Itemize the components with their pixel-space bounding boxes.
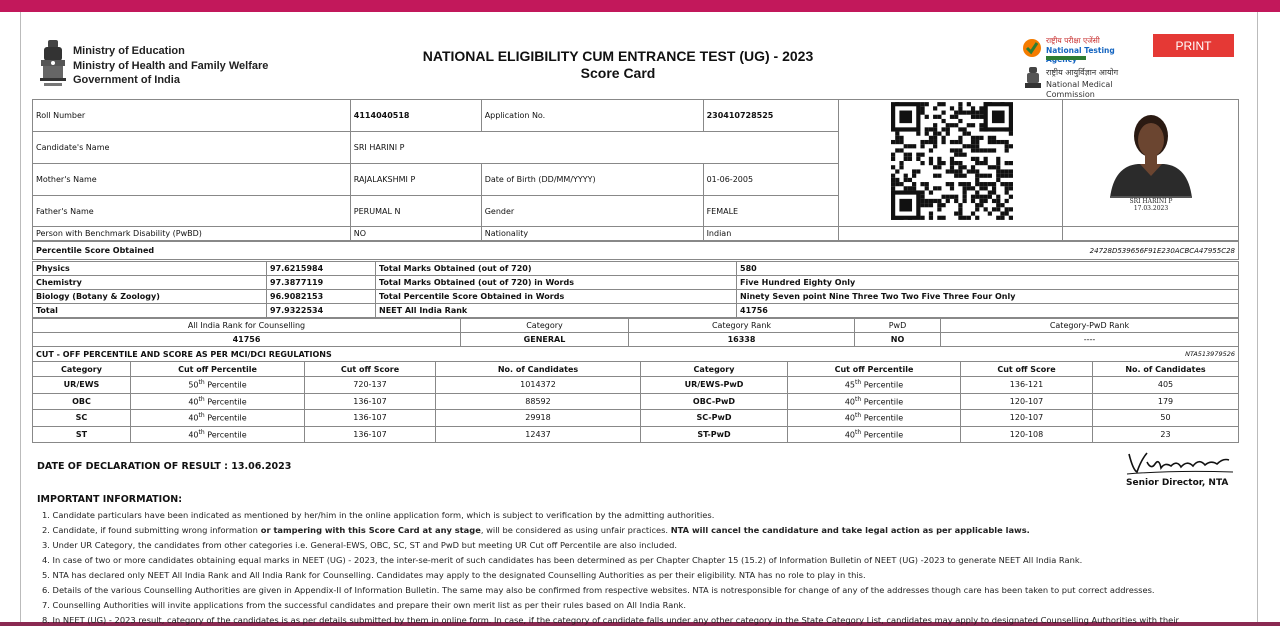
cutoff-percentile: 40th Percentile	[131, 410, 305, 427]
cutoff-header: No. of Candidates	[436, 362, 641, 377]
empty-cell	[839, 227, 1063, 241]
ministry-line: Ministry of Education	[73, 45, 185, 57]
score-table	[32, 261, 1239, 318]
cutoff-header: No. of Candidates	[1093, 362, 1239, 377]
cutoff-percentile: 40th Percentile	[131, 393, 305, 410]
score-value: Five Hundred Eighty Only	[737, 276, 1239, 290]
cutoff-score: 136-107	[305, 393, 436, 410]
cutoff-percentile-pwd: 40th Percentile	[788, 426, 961, 443]
subject-percentile: 96.9082153	[267, 290, 376, 304]
nta-check-icon	[1022, 38, 1042, 58]
list-item	[42, 523, 1242, 538]
cutoff-percentile-pwd: 40th Percentile	[788, 410, 961, 427]
ministry-block	[73, 44, 268, 88]
mother-label: Mother's Name	[33, 164, 351, 196]
table-row	[33, 347, 1239, 362]
table-row	[33, 393, 1239, 410]
national-emblem-icon	[38, 38, 68, 90]
item-bold: NTA will cancel the candidature and take legal action as per applicable laws.	[670, 525, 1030, 535]
cutoff-score: 720-137	[305, 377, 436, 394]
score-label: NEET All India Rank	[376, 304, 737, 318]
cutoff-candidates: 1014372	[436, 377, 641, 394]
cutoff-score-pwd: 120-107	[961, 393, 1093, 410]
roll-value: 4114040518	[350, 100, 481, 132]
cutoff-category: OBC	[33, 393, 131, 410]
declaration-date: DATE OF DECLARATION OF RESULT : 13.06.2023	[37, 461, 292, 472]
application-label: Application No.	[481, 100, 703, 132]
score-heading-table	[32, 241, 1239, 260]
roll-label: Roll Number	[33, 100, 351, 132]
cutoff-heading: CUT - OFF PERCENTILE AND SCORE AS PER MCI/DCI REGULATIONS	[33, 347, 1049, 362]
cutoff-header: Cut off Score	[305, 362, 436, 377]
score-hash: 24728D539656F91E230ACBCA47955C28	[576, 242, 1238, 260]
table-row	[33, 100, 1239, 132]
cutoff-category-pwd: OBC-PwD	[641, 393, 788, 410]
score-value: Ninety Seven point Nine Three Two Two Five Three Four Only	[737, 290, 1239, 304]
rank-value: NO	[855, 333, 941, 347]
subject-name: Chemistry	[33, 276, 267, 290]
subject-percentile: 97.6215984	[267, 262, 376, 276]
cutoff-score-pwd: 120-107	[961, 410, 1093, 427]
nta-english-text: National Testing	[1046, 46, 1115, 55]
cutoff-candidates-pwd: 50	[1093, 410, 1239, 427]
dob-label: Date of Birth (DD/MM/YYYY)	[481, 164, 703, 196]
rank-header: All India Rank for Counselling	[33, 319, 461, 333]
title-line: NATIONAL ELIGIBILITY CUM ENTRANCE TEST (UG) - 2023	[422, 48, 814, 64]
top-accent-bar	[0, 0, 1280, 12]
table-row	[33, 319, 1239, 333]
nationality-label: Nationality	[481, 227, 703, 241]
list-item: 3. Under UR Category, the candidates from other categories i.e. General-EWS, OBC, SC, ST and PwD but meeting UR Cut off Percentile are also included.	[42, 540, 677, 550]
table-row	[33, 276, 1239, 290]
cutoff-percentile: 40th Percentile	[131, 426, 305, 443]
cutoff-score-pwd: 136-121	[961, 377, 1093, 394]
table-row	[33, 362, 1239, 377]
cutoff-candidates: 12437	[436, 426, 641, 443]
rank-value: 16338	[629, 333, 855, 347]
candidate-details-table	[32, 99, 1239, 241]
nta-logo	[1022, 36, 1147, 64]
subject-name: Physics	[33, 262, 267, 276]
name-label: Candidate's Name	[33, 132, 351, 164]
title-subline: Score Card	[580, 65, 656, 81]
score-label: Total Marks Obtained (out of 720)	[376, 262, 737, 276]
cutoff-score: 136-107	[305, 426, 436, 443]
cutoff-percentile-pwd: 45th Percentile	[788, 377, 961, 394]
subject-percentile: 97.3877119	[267, 276, 376, 290]
ministry-line: Ministry of Health and Family Welfare	[73, 59, 269, 72]
list-item: 1. Candidate particulars have been indicated as mentioned by her/him in the online application form, which is subject to verification by the admitting authorities.	[42, 510, 715, 520]
cutoff-category-pwd: ST-PwD	[641, 426, 788, 443]
cutoff-candidates: 29918	[436, 410, 641, 427]
score-label: Total Percentile Score Obtained in Words	[376, 290, 737, 304]
table-row	[33, 242, 1239, 260]
list-item: 4. In case of two or more candidates obtaining equal marks in NEET (UG) - 2023, the inter-se-merit of such candidates has been determined as per Chapter Chapter 15 (15.2) of Information Bulletin of NEET (UG) -2023 to generate NEET All India Rank.	[42, 555, 1083, 565]
table-row	[33, 262, 1239, 276]
cutoff-category: UR/EWS	[33, 377, 131, 394]
cutoff-category: ST	[33, 426, 131, 443]
cutoff-category: SC	[33, 410, 131, 427]
photo-date: 17.03.2023	[1133, 205, 1169, 212]
signature-image	[1125, 450, 1235, 478]
cutoff-candidates-pwd: 179	[1093, 393, 1239, 410]
list-item: 5. NTA has declared only NEET All India Rank and All India Rank for Counselling. Candidates may apply to the designated Counselling Authorities as per their eligibility. NTA has no role to play in this.	[42, 570, 866, 580]
score-value: 41756	[737, 304, 1239, 318]
cutoff-code: NTA513979526	[1049, 347, 1239, 362]
score-label: Total Marks Obtained (out of 720) in Words	[376, 276, 737, 290]
print-button[interactable]: PRINT	[1153, 34, 1234, 57]
cutoff-header: Category	[641, 362, 788, 377]
rank-header: Category Rank	[629, 319, 855, 333]
score-value: 580	[737, 262, 1239, 276]
cutoff-header: Cut off Percentile	[131, 362, 305, 377]
gender-value: FEMALE	[703, 196, 839, 227]
gender-label: Gender	[481, 196, 703, 227]
nmc-english-text: National Medical Commission	[1046, 80, 1113, 99]
item-text: , will be considered as using unfair practices.	[480, 525, 671, 535]
name-value: SRI HARINI P	[350, 132, 839, 164]
cutoff-table	[32, 361, 1239, 443]
item-text: 2. Candidate, if found submitting wrong information	[42, 525, 258, 535]
cutoff-candidates-pwd: 405	[1093, 377, 1239, 394]
list-item: 8. In NEET (UG) - 2023 result, category of the candidates is as per details submitted by them in online form. In case, if the category of candidate falls under any other category in the State Category List, candidates may apply to designated Counselling Authorities with their	[42, 615, 1179, 625]
cutoff-category-pwd: SC-PwD	[641, 410, 788, 427]
rank-table	[32, 318, 1239, 347]
ministry-line: Government of India	[73, 74, 180, 86]
table-row	[33, 410, 1239, 427]
dob-value: 01-06-2005	[703, 164, 839, 196]
table-row	[33, 377, 1239, 394]
rank-value: GENERAL	[461, 333, 629, 347]
table-row	[33, 426, 1239, 443]
rank-value: ----	[941, 333, 1239, 347]
table-row	[33, 290, 1239, 304]
item-bold: or tampering with this Score Card at any stage	[257, 525, 481, 535]
cutoff-score-pwd: 120-108	[961, 426, 1093, 443]
photo-name: SRI HARINI P	[1129, 198, 1173, 205]
cutoff-category-pwd: UR/EWS-PwD	[641, 377, 788, 394]
nta-hindi-text: राष्ट्रीय परीक्षा एजेंसी	[1046, 36, 1100, 45]
signer-title: Senior Director, NTA	[1126, 478, 1229, 488]
cutoff-heading-table	[32, 346, 1239, 362]
subject-percentile: 97.9322534	[267, 304, 376, 318]
rank-header: Category	[461, 319, 629, 333]
cutoff-candidates: 88592	[436, 393, 641, 410]
list-item: 7. Counselling Authorities will invite applications from the successful candidates and prepare their own merit list as per their rules based on All India Rank.	[42, 600, 686, 610]
nationality-value: Indian	[703, 227, 839, 241]
table-row	[33, 333, 1239, 347]
nmc-emblem-icon	[1024, 66, 1042, 90]
important-heading: IMPORTANT INFORMATION:	[37, 494, 183, 505]
pwbd-value: NO	[350, 227, 481, 241]
mother-value: RAJALAKSHMI P	[350, 164, 481, 196]
subject-name: Total	[33, 304, 267, 318]
rank-header: PwD	[855, 319, 941, 333]
photo-caption	[1104, 198, 1198, 212]
cutoff-header: Cut off Percentile	[788, 362, 961, 377]
rank-value: 41756	[33, 333, 461, 347]
father-label: Father's Name	[33, 196, 351, 227]
list-item: 6. Details of the various Counselling Authorities are given in Appendix-II of Information Bulletin. The same may also be confirmed from respective websites. NTA is notresponsible for change of any of the addresses though care has been taken to put correct addresses.	[42, 585, 1155, 595]
rank-header: Category-PwD Rank	[941, 319, 1239, 333]
page-title	[330, 48, 906, 82]
table-row	[33, 227, 1239, 241]
nta-underline	[1046, 56, 1086, 60]
cutoff-header: Category	[33, 362, 131, 377]
cutoff-percentile-pwd: 40th Percentile	[788, 393, 961, 410]
score-heading: Percentile Score Obtained	[33, 242, 577, 260]
cutoff-header: Cut off Score	[961, 362, 1093, 377]
empty-cell	[1063, 227, 1239, 241]
nmc-hindi-text: राष्ट्रीय आयुर्विज्ञान आयोग	[1046, 68, 1119, 77]
qr-code	[891, 102, 1013, 220]
cutoff-candidates-pwd: 23	[1093, 426, 1239, 443]
cutoff-score: 136-107	[305, 410, 436, 427]
subject-name: Biology (Botany & Zoology)	[33, 290, 267, 304]
important-list	[42, 508, 1242, 626]
pwbd-label: Person with Benchmark Disability (PwBD)	[33, 227, 351, 241]
table-row	[33, 304, 1239, 318]
father-value: PERUMAL N	[350, 196, 481, 227]
nmc-logo	[1022, 66, 1162, 99]
application-value: 230410728525	[703, 100, 839, 132]
cutoff-percentile: 50th Percentile	[131, 377, 305, 394]
